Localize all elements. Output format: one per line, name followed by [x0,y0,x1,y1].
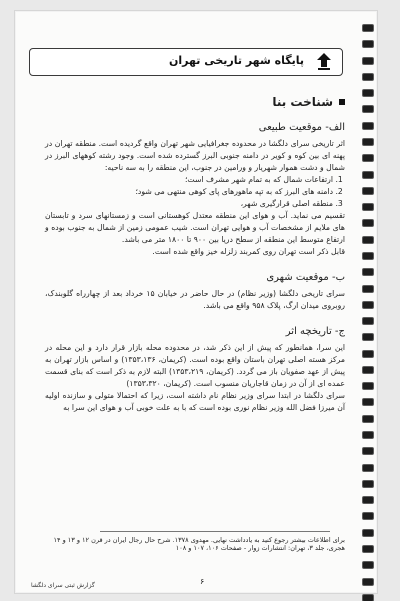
heading-history: ج- تاریخچه اثر [285,326,345,337]
binding-hole [363,530,373,536]
paragraph-urban: سرای تاریخی دلگشا (وزیر نظام) در حال حاضر در خیابان ۱۵ خرداد بعد از چهارراه گلوبندک، روبروی میدان ارگ، پلاک ۹۵۸ واقع می باشد. [45,289,345,310]
spiral-binding [359,25,377,601]
binding-hole [363,188,373,194]
binding-hole [363,74,373,80]
paragraph-natural-1: اثر تاریخی سرای دلگشا در محدوده جغرافیایی شهر تهران واقع گردیده است. منطقه تهران در پهنه ای بین کوه و کویر در دامنه جنوبی البرز گسترده شده است. وجود رشته کوههای البرز در شمال و دشت هموار شهریار و ورامین در جنوب، این منطقه را به سه ناحیه: [45,139,345,172]
binding-hole [363,253,373,259]
binding-hole [363,481,373,487]
list-item: 2. دامنه های البرز که به تپه ماهورهای پای کوهی منتهی می شود؛ [45,186,333,198]
logo-icon [314,52,334,72]
binding-hole [363,155,373,161]
list-item: 1. ارتفاعات شمال که به تمام شهر مشرف است؛ [45,174,333,186]
binding-hole [363,432,373,438]
binding-hole [363,546,373,552]
binding-hole [363,383,373,389]
footnote-divider [100,531,330,532]
page-number: ۶ [200,577,205,586]
section-title-text: شناخت بنا [272,95,333,109]
binding-hole [363,318,373,324]
heading-natural-position: الف- موقعیت طبیعی [258,122,345,133]
square-bullet-icon [339,99,345,105]
binding-hole [363,204,373,210]
paragraph-natural-3: قابل ذکر است تهران روی کمربند زلزله خیز واقع شده است. [152,247,345,256]
binding-hole [363,220,373,226]
section-title [45,96,345,108]
binding-hole [363,399,373,405]
binding-hole [363,579,373,585]
binding-hole [363,513,373,519]
binding-hole [363,465,373,471]
binding-hole [363,90,373,96]
binding-hole [363,302,373,308]
binding-hole [363,237,373,243]
binding-hole [363,334,373,340]
footnote: برای اطلاعات بیشتر رجوع کنید به یادداشت نهایی. مهدوی ۱۳۷۸. شرح حال رجال ایران در قرن ۱۲ و ۱۳ و ۱۴ هجری، جلد ۳، تهران: انتشارات زوار - صفحات ۱۰۶، ۱۰۷ و ۱۰۸ [53,536,345,552]
natural-list [45,174,345,210]
document-content [45,96,345,414]
binding-hole [363,172,373,178]
heading-urban-position: ب- موقعیت شهری [266,272,345,283]
binding-hole [363,123,373,129]
footer-caption: گزارش ثبتی سرای دلگشا [31,582,95,589]
binding-hole [363,286,373,292]
paragraph-history-2: سرای دلگشا در ابتدا سرای وزیر نظام نام داشته است، زیرا که احتمالا متولی و سازنده اولیه آن میرزا فضل الله وزیر نظام نوری بوده است که با به علت خوبی آب و هوای این سرا به [45,391,345,412]
binding-hole [363,416,373,422]
binding-hole [363,562,373,568]
paragraph-natural-2: تقسیم می نماید. آب و هوای این منطقه معتدل کوهستانی است و زمستانهای سرد و تابستان های ملایم از مشخصات آب و هوایی تهران است. شیب عمومی زمین از شمال به جنوب بوده و ارتفاع متوسط این منطقه از سطح دریا بین ۹۰۰ تا ۱۸۰۰ متر می باشد. [45,211,345,244]
header-box [29,48,343,76]
binding-hole [363,448,373,454]
binding-hole [363,139,373,145]
list-item: 3. منطقه اصلی قرارگیری شهر، [45,198,333,210]
binding-hole [363,106,373,112]
binding-hole [363,25,373,31]
paragraph-history-1: این سرا، همانطور که پیش از این ذکر شد، در محدوده محله بازار قرار دارد و این محله در مرکز هسته اصلی تهران باستان واقع بوده است. (کریمان، ۱۳۵۳،۱۳۶) و اساس بازار تهران به پیش از عهد صفویان باز می گردد. (کریمان، ۱۳۵۳،۲۱۹) البته لازم به ذکر است که بنای قسمت عمده ای از آن در زمان قاجاریان منسوب است. (کریمان، ۱۳۵۳،۳۲۰) [45,343,346,388]
binding-hole [363,367,373,373]
binding-hole [363,269,373,275]
document-page [14,10,378,594]
binding-hole [363,351,373,357]
binding-hole [363,497,373,503]
binding-hole [363,58,373,64]
header-title: پایگاه شهر تاریخی تهران [169,54,304,67]
binding-hole [363,41,373,47]
